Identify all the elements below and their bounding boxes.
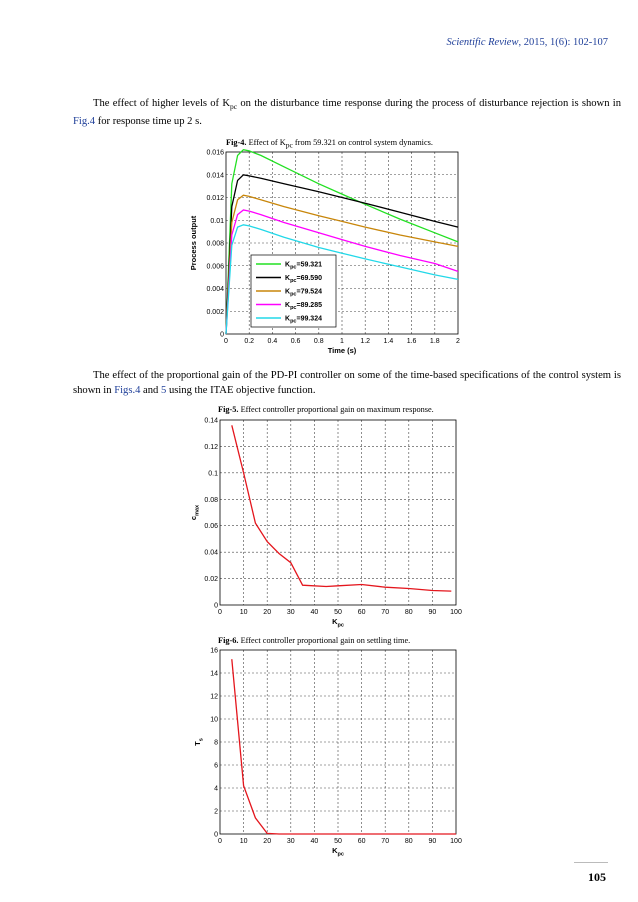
x-tick-label: 60	[357, 838, 366, 845]
fig4-caption-b: from 59.321 on control system dynamics.	[292, 138, 433, 147]
y-tick-label: 2	[214, 808, 218, 816]
x-tick-label: 100	[450, 838, 462, 845]
para2-text-b: and	[140, 385, 161, 396]
y-tick-label: 0	[214, 602, 218, 610]
x-tick-label: 80	[404, 838, 413, 845]
x-tick-label: 10	[239, 838, 248, 845]
y-tick-label: 6	[214, 762, 218, 770]
x-tick-label: 1.2	[360, 338, 371, 345]
fig5-link[interactable]: 5	[161, 385, 167, 396]
fig6-caption-text: Effect controller proportional gain on settling time.	[238, 636, 411, 645]
x-tick-label: 70	[381, 609, 390, 616]
x-tick-label: 0	[224, 338, 228, 345]
y-axis-label: $c_{max}$	[189, 504, 201, 521]
x-tick-label: 30	[286, 838, 295, 845]
y-tick-label: 10	[210, 716, 218, 724]
para2-text-a: The effect of the proportional gain of the PD-PI controller on some of the time-based specifications of the control system is shown in	[73, 370, 621, 396]
x-axis-label: Time (s)	[327, 346, 357, 355]
x-tick-label: 0	[218, 609, 222, 616]
page-number: 105	[588, 870, 606, 884]
y-tick-label: 0.14	[204, 417, 218, 425]
fig6-label: Fig-6.	[218, 636, 239, 645]
running-header	[446, 37, 608, 48]
para1-text-a: The effect of higher levels of K	[93, 98, 230, 109]
x-tick-label: 80	[404, 609, 413, 616]
x-tick-label: 40	[310, 609, 319, 616]
x-tick-label: 0.6	[290, 338, 301, 345]
y-tick-label: 0.1	[208, 470, 218, 478]
y-tick-label: 0.12	[204, 443, 218, 451]
fig4-link[interactable]: Fig.4	[73, 116, 96, 128]
legend-entry: $K_{pc}=89.285$	[285, 302, 322, 311]
x-tick-label: 1.6	[406, 338, 417, 345]
x-tick-label: 70	[381, 838, 390, 845]
paragraph-fig4-intro	[73, 96, 621, 129]
y-tick-label: 0.006	[206, 263, 224, 271]
y-tick-label: 0.06	[204, 523, 218, 531]
journal-name: Scientific Review	[446, 37, 519, 48]
figs4-link[interactable]: Figs.4	[114, 385, 141, 396]
y-tick-label: 0.004	[206, 286, 224, 293]
x-axis-label: $K_{pc}$	[332, 617, 344, 629]
paragraph-fig5-intro	[73, 368, 621, 398]
fig5-chart	[186, 412, 470, 630]
para2-text-c: using the ITAE objective function.	[166, 385, 316, 396]
y-tick-label: 0.012	[206, 195, 224, 202]
x-tick-label: 20	[263, 838, 272, 845]
page-number-rule	[574, 862, 608, 863]
y-tick-label: 0.014	[206, 172, 224, 180]
legend-entry: $K_{pc}=59.321$	[285, 261, 322, 271]
x-tick-label: 0.4	[267, 338, 278, 345]
y-axis-label: $T_s$	[193, 738, 205, 746]
x-tick-label: 10	[239, 609, 248, 616]
y-tick-label: 14	[210, 670, 218, 678]
y-tick-label: 0	[220, 331, 224, 339]
x-tick-label: 60	[357, 609, 366, 616]
journal-issue: , 2015, 1(6): 102-107	[518, 37, 608, 48]
x-tick-label: 50	[334, 838, 342, 845]
y-tick-label: 0.02	[204, 576, 218, 584]
x-tick-label: 100	[450, 609, 462, 616]
x-tick-label: 2	[456, 338, 460, 345]
legend-entry: $K_{pc}=79.524$	[285, 288, 322, 298]
y-tick-label: 0.01	[210, 217, 224, 225]
fig4-caption-a: Effect of K	[246, 138, 286, 147]
para1-text-b: on the disturbance time response during the process of disturbance rejection is shown in	[237, 98, 621, 109]
x-tick-label: 30	[286, 609, 295, 616]
fig4-caption-sub: pc	[285, 140, 293, 150]
x-tick-label: 40	[310, 838, 319, 845]
y-tick-label: 0.002	[206, 308, 224, 316]
para1-text-c: for response time up 2 s.	[95, 116, 202, 128]
fig4-label: Fig-4.	[226, 138, 247, 147]
y-tick-label: 0	[214, 831, 218, 839]
x-tick-label: 0	[218, 838, 222, 845]
x-tick-label: 1.4	[383, 338, 394, 345]
y-tick-label: 0.016	[206, 149, 224, 157]
y-tick-label: 16	[210, 647, 218, 655]
y-tick-label: 4	[214, 785, 218, 793]
fig5-caption-text: Effect controller proportional gain on maximum response.	[238, 405, 434, 414]
x-tick-label: 90	[428, 609, 437, 616]
x-tick-label: 20	[263, 609, 272, 616]
legend-entry: $K_{pc}=69.590$	[285, 275, 322, 284]
fig5-label: Fig-5.	[218, 405, 239, 414]
x-tick-label: 0.8	[313, 338, 324, 345]
para1-sub: pc	[230, 102, 238, 112]
y-axis-label: Process output	[189, 215, 198, 271]
fig4-chart	[186, 148, 470, 360]
y-tick-label: 0.008	[206, 240, 224, 248]
y-tick-label: 0.08	[204, 496, 218, 504]
x-axis-label: $K_{pc}$	[332, 846, 344, 858]
legend-entry: $K_{pc}=99.324$	[285, 315, 322, 325]
y-tick-label: 12	[210, 693, 218, 701]
x-tick-label: 1.8	[429, 338, 440, 345]
x-tick-label: 90	[428, 838, 437, 845]
x-tick-label: 1	[340, 338, 344, 345]
x-tick-label: 0.2	[244, 338, 255, 345]
y-tick-label: 0.04	[204, 549, 218, 557]
fig6-chart	[186, 644, 470, 864]
y-tick-label: 8	[214, 739, 218, 747]
x-tick-label: 50	[334, 609, 342, 616]
